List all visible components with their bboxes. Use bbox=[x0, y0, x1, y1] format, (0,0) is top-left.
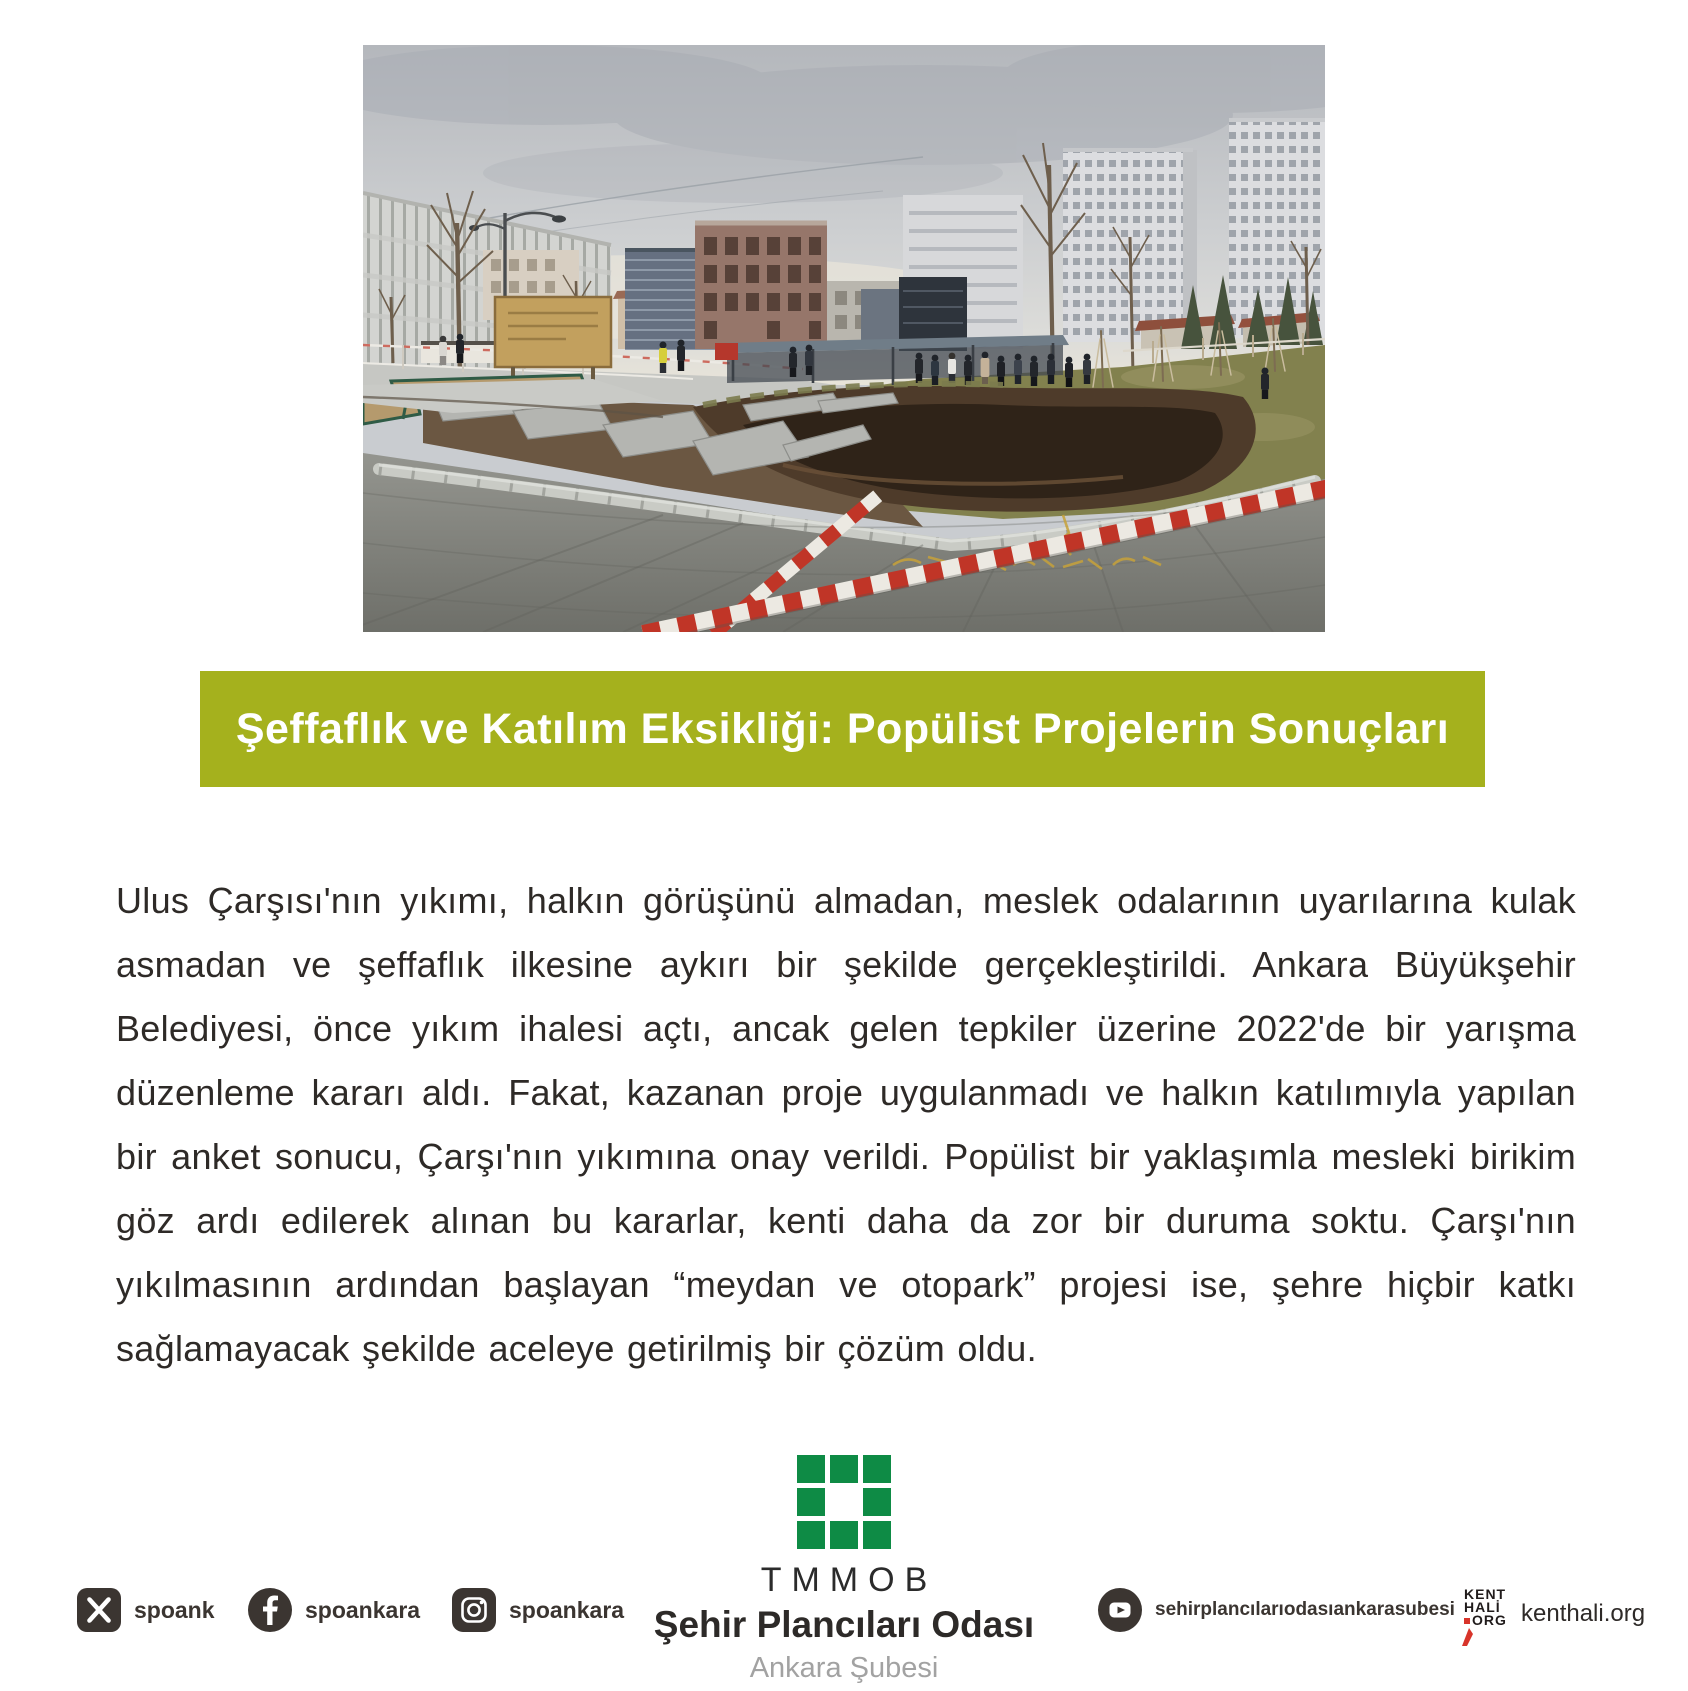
spo-logo bbox=[797, 1455, 891, 1549]
kenthali-logo-line: KENT bbox=[1464, 1586, 1507, 1602]
article-paragraph: Ulus Çarşısı'nın yıkımı, halkın görüşünü almadan, meslek odalarının uyarılarına kulak asmadan ve şeffaflık ilkesine aykırı bir şekilde gerçekleştirildi. Ankara Büyükşehir Belediyesi, önce yıkım ihalesi açtı, ancak gelen tepkiler üzerine 2022'de bir yarışma düzenleme kararı aldı. Fakat, kazanan proje uygulanmadı ve halkın katılımıyla yapılan bir anket sonucu, Çarşı'nın yıkımına onay verildi. Popülist bir yaklaşımla mesleki birikim göz ardı edilerek alınan bu kararlar, kenti daha da zor bir duruma soktu. Çarşı'nın yıkılmasının ardından başlayan “meydan ve otopark” projesi ise, şehre hiçbir katkı sağlamayacak şekilde aceleye getirilmiş bir çözüm oldu. bbox=[116, 880, 1576, 1369]
social-facebook[interactable] bbox=[248, 1588, 420, 1632]
title-banner bbox=[200, 671, 1485, 787]
kenthali-logo bbox=[1464, 1588, 1512, 1646]
youtube-icon bbox=[1098, 1588, 1142, 1632]
site-photo-illustration bbox=[363, 45, 1325, 632]
org-branch: Ankara Şubesi bbox=[749, 1652, 939, 1684]
facebook-icon bbox=[248, 1588, 292, 1632]
org-brand bbox=[0, 1455, 1688, 1685]
kenthali-logo-line: ORG bbox=[1472, 1612, 1507, 1628]
x-icon bbox=[77, 1588, 121, 1632]
instagram-icon bbox=[452, 1588, 496, 1632]
kenthali-url: kenthali.org bbox=[1521, 1600, 1646, 1627]
org-parent-name: TMMOB bbox=[760, 1561, 938, 1599]
banner-title: Şeffaflık ve Katılım Eksikliği: Popülist Projelerin Sonuçları bbox=[235, 704, 1450, 753]
kenthali-logo-line: HALİ bbox=[1464, 1599, 1501, 1615]
kenthali-flag-icon bbox=[1460, 1626, 1474, 1646]
org-name: Şehir Plancıları Odası bbox=[653, 1604, 1035, 1645]
instagram-handle: spoankara bbox=[509, 1596, 625, 1623]
site-photo bbox=[363, 45, 1325, 632]
kenthali-dot bbox=[1464, 1618, 1470, 1624]
social-instagram[interactable] bbox=[452, 1588, 624, 1632]
website-kenthali[interactable] bbox=[1464, 1588, 1645, 1646]
youtube-handle: sehirplancılarıodasıankarasubesi bbox=[1155, 1599, 1455, 1620]
facebook-handle: spoankara bbox=[305, 1596, 421, 1623]
x-handle: spoank bbox=[134, 1596, 215, 1623]
social-x[interactable] bbox=[77, 1588, 215, 1632]
social-youtube[interactable] bbox=[1098, 1588, 1455, 1632]
